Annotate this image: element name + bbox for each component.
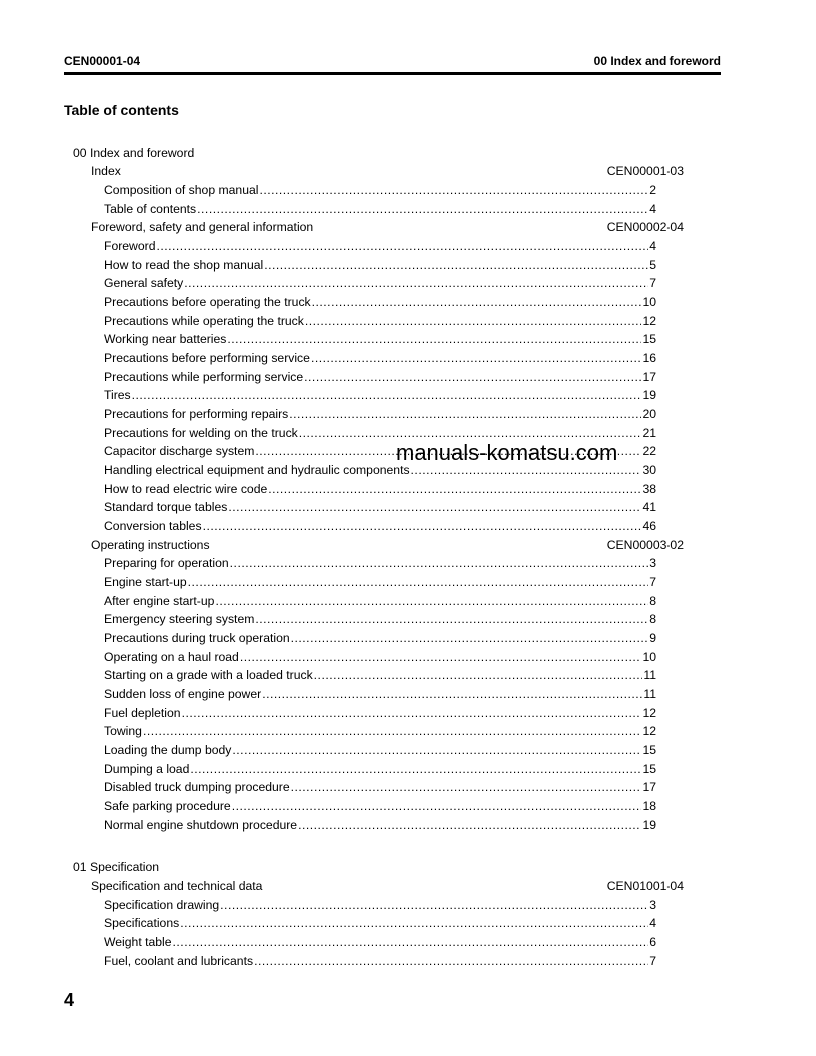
page-header — [64, 54, 721, 68]
dot-leader — [132, 386, 642, 404]
toc-entry-label: Fuel, coolant and lubricants — [104, 954, 254, 968]
section-title: 00 Index and foreword — [593, 54, 721, 68]
toc-entry-label: Precautions for welding on the truck — [104, 426, 298, 440]
dot-leader — [262, 685, 642, 703]
toc-chapter-code: CEN00001-03 — [606, 164, 684, 178]
toc-entry-label: Normal engine shutdown procedure — [104, 818, 298, 832]
toc-entry-page: 15 — [642, 332, 656, 346]
dot-leader — [180, 914, 648, 932]
toc-entry-label: Conversion tables — [104, 519, 202, 533]
toc-entry-page: 7 — [649, 575, 656, 589]
dot-leader — [259, 181, 648, 199]
toc-entry-page: 17 — [642, 780, 656, 794]
toc-entry-page: 41 — [642, 500, 656, 514]
dot-leader — [232, 797, 642, 815]
toc-entry-label: Precautions before performing service — [104, 351, 310, 365]
toc-entry-label: Precautions while operating the truck — [104, 314, 304, 328]
dot-leader — [255, 610, 648, 628]
dot-leader — [197, 200, 648, 218]
toc-entry-page: 12 — [642, 314, 656, 328]
toc-entry-label: Starting on a grade with a loaded truck — [104, 668, 313, 682]
toc-entry[interactable] — [104, 573, 656, 591]
dot-leader — [311, 349, 642, 367]
toc-entry-label: Tires — [104, 388, 131, 402]
toc-entry-label: Safe parking procedure — [104, 799, 231, 813]
toc-entry-page: 22 — [642, 444, 656, 458]
toc-section-label: 00 Index and foreword — [73, 146, 195, 160]
toc-entry-label: After engine start-up — [104, 594, 215, 608]
toc-entry[interactable] — [104, 914, 656, 932]
dot-leader — [143, 722, 642, 740]
dot-leader — [264, 256, 648, 274]
toc-chapter-label: Foreword, safety and general information — [91, 220, 314, 234]
toc-entry-page: 6 — [649, 935, 656, 949]
toc-entry-page: 4 — [649, 239, 656, 253]
dot-leader — [188, 573, 649, 591]
toc-entry[interactable] — [104, 685, 656, 703]
dot-leader — [173, 933, 649, 951]
toc-entry[interactable] — [104, 405, 656, 423]
toc-entry[interactable] — [104, 368, 656, 386]
toc-entry-label: How to read electric wire code — [104, 482, 268, 496]
toc-entry-page: 38 — [642, 482, 656, 496]
toc-entry-label: Precautions while performing service — [104, 370, 304, 384]
toc-chapter-code: CEN00003-02 — [606, 538, 684, 552]
toc-entry[interactable] — [104, 797, 656, 815]
toc-entry-label: Operating on a haul road — [104, 650, 239, 664]
toc-entry[interactable] — [104, 517, 656, 535]
toc-entry-page: 4 — [649, 202, 656, 216]
toc-entry-page: 19 — [642, 818, 656, 832]
dot-leader — [314, 666, 643, 684]
dot-leader — [182, 704, 642, 722]
toc-entry-page: 3 — [649, 898, 656, 912]
toc-entry[interactable] — [104, 442, 656, 460]
toc-entry[interactable] — [104, 778, 656, 796]
toc-entry-page: 4 — [649, 916, 656, 930]
dot-leader — [298, 816, 641, 834]
toc-entry[interactable] — [104, 760, 656, 778]
dot-leader — [268, 480, 641, 498]
toc-entry[interactable] — [104, 952, 656, 970]
toc-entry[interactable] — [104, 666, 656, 684]
toc-entry-page: 8 — [649, 612, 656, 626]
toc-entry-label: Fuel depletion — [104, 706, 181, 720]
toc-chapter-label: Operating instructions — [91, 538, 210, 552]
toc-entry-label: Preparing for operation — [104, 556, 229, 570]
toc-entry-page: 20 — [642, 407, 656, 421]
toc-entry-page: 21 — [642, 426, 656, 440]
dot-leader — [312, 293, 642, 311]
toc-entry-page: 46 — [642, 519, 656, 533]
toc-entry-page: 10 — [642, 650, 656, 664]
toc-entry-page: 15 — [642, 743, 656, 757]
dot-leader — [215, 592, 648, 610]
toc-entry-page: 9 — [649, 631, 656, 645]
toc-entry[interactable] — [104, 386, 656, 404]
toc-entry[interactable] — [104, 312, 656, 330]
toc-entry-label: Working near batteries — [104, 332, 227, 346]
toc-entry-label: Disabled truck dumping procedure — [104, 780, 290, 794]
toc-entry[interactable] — [104, 896, 656, 914]
toc-entry[interactable] — [104, 610, 656, 628]
toc-entry-page: 7 — [649, 276, 656, 290]
toc-entry[interactable] — [104, 237, 656, 255]
toc-entry-page: 12 — [642, 724, 656, 738]
toc-entry-label: How to read the shop manual — [104, 258, 264, 272]
toc-entry[interactable] — [104, 461, 656, 479]
toc-entry[interactable] — [104, 648, 656, 666]
page-number: 4 — [64, 990, 75, 1010]
toc-entry[interactable] — [104, 722, 656, 740]
toc-chapter-label: Specification and technical data — [91, 879, 263, 893]
header-divider — [64, 72, 721, 75]
toc-entry[interactable] — [104, 181, 656, 199]
toc-entry[interactable] — [104, 200, 656, 218]
toc-entry[interactable] — [104, 256, 656, 274]
toc-entry-page: 11 — [643, 668, 656, 682]
toc-entry[interactable] — [104, 349, 656, 367]
toc-section-label: 01 Specification — [73, 860, 160, 874]
toc-entry-label: Specification drawing — [104, 898, 220, 912]
toc-entry[interactable] — [104, 274, 656, 292]
toc-entry-page: 15 — [642, 762, 656, 776]
dot-leader — [289, 405, 641, 423]
toc-entry-label: Precautions during truck operation — [104, 631, 290, 645]
toc-entry-label: Composition of shop manual — [104, 183, 259, 197]
toc-entry-label: Emergency steering system — [104, 612, 255, 626]
toc-entry[interactable] — [104, 480, 656, 498]
toc-entry-label: Capacitor discharge system — [104, 444, 255, 458]
toc-entry[interactable] — [104, 629, 656, 647]
document-code: CEN00001-04 — [64, 54, 141, 68]
toc-section-heading[interactable] — [73, 144, 194, 162]
toc-entry-page: 5 — [649, 258, 656, 272]
toc-section-heading[interactable] — [73, 858, 159, 876]
toc-entry-label: Towing — [104, 724, 142, 738]
toc-chapter-code: CEN01001-04 — [606, 879, 684, 893]
toc-entry-label: Weight table — [104, 935, 172, 949]
dot-leader — [240, 648, 642, 666]
dot-leader — [254, 952, 648, 970]
toc-entry[interactable] — [104, 741, 656, 759]
toc-entry-label: Foreword — [104, 239, 156, 253]
toc-entry-page: 12 — [642, 706, 656, 720]
toc-entry-page: 17 — [642, 370, 656, 384]
toc-entry[interactable] — [104, 498, 656, 516]
toc-entry-label: Loading the dump body — [104, 743, 232, 757]
dot-leader — [255, 442, 641, 460]
dot-leader — [190, 760, 641, 778]
toc-entry-page: 16 — [642, 351, 656, 365]
toc-entry-label: Specifications — [104, 916, 180, 930]
toc-entry-label: Precautions for performing repairs — [104, 407, 289, 421]
dot-leader — [291, 778, 642, 796]
toc-entry-label: Sudden loss of engine power — [104, 687, 262, 701]
toc-entry[interactable] — [104, 592, 656, 610]
toc-entry[interactable] — [104, 554, 656, 572]
toc-entry-page: 18 — [642, 799, 656, 813]
dot-leader — [220, 896, 648, 914]
dot-leader — [228, 498, 641, 516]
page-title: Table of contents — [64, 102, 179, 118]
toc-chapter-label: Index — [91, 164, 121, 178]
toc-entry-page: 2 — [649, 183, 656, 197]
toc-entry-page: 3 — [649, 556, 656, 570]
toc-chapter-entry[interactable] — [91, 536, 684, 554]
dot-leader — [156, 237, 648, 255]
toc-entry[interactable] — [104, 816, 656, 834]
toc-chapter-code: CEN00002-04 — [606, 220, 684, 234]
toc-entry-label: Engine start-up — [104, 575, 187, 589]
toc-entry-label: Table of contents — [104, 202, 197, 216]
dot-leader — [305, 312, 642, 330]
dot-leader — [411, 461, 642, 479]
toc-entry-label: Handling electrical equipment and hydraulic components — [104, 463, 410, 477]
watermark: manuals-komatsu.com — [396, 440, 618, 465]
toc-entry-page: 30 — [642, 463, 656, 477]
toc-entry[interactable] — [104, 293, 656, 311]
dot-leader — [299, 424, 642, 442]
toc-chapter-entry[interactable] — [91, 162, 684, 180]
toc-chapter-entry[interactable] — [91, 218, 684, 236]
toc-entry[interactable] — [104, 933, 656, 951]
toc-entry-label: General safety — [104, 276, 184, 290]
dot-leader — [227, 330, 641, 348]
toc-entry-page: 7 — [649, 954, 656, 968]
toc-entry-label: Standard torque tables — [104, 500, 228, 514]
toc-entry[interactable] — [104, 330, 656, 348]
toc-entry[interactable] — [104, 424, 656, 442]
toc-entry-page: 11 — [643, 687, 656, 701]
toc-entry-label: Dumping a load — [104, 762, 190, 776]
toc-entry[interactable] — [104, 704, 656, 722]
dot-leader — [203, 517, 642, 535]
dot-leader — [291, 629, 649, 647]
dot-leader — [232, 741, 641, 759]
toc-entry-page: 10 — [642, 295, 656, 309]
toc-entry-page: 19 — [642, 388, 656, 402]
dot-leader — [304, 368, 641, 386]
dot-leader — [184, 274, 648, 292]
dot-leader — [230, 554, 649, 572]
toc-entry-label: Precautions before operating the truck — [104, 295, 311, 309]
toc-entry-page: 8 — [649, 594, 656, 608]
toc-chapter-entry[interactable] — [91, 877, 684, 895]
